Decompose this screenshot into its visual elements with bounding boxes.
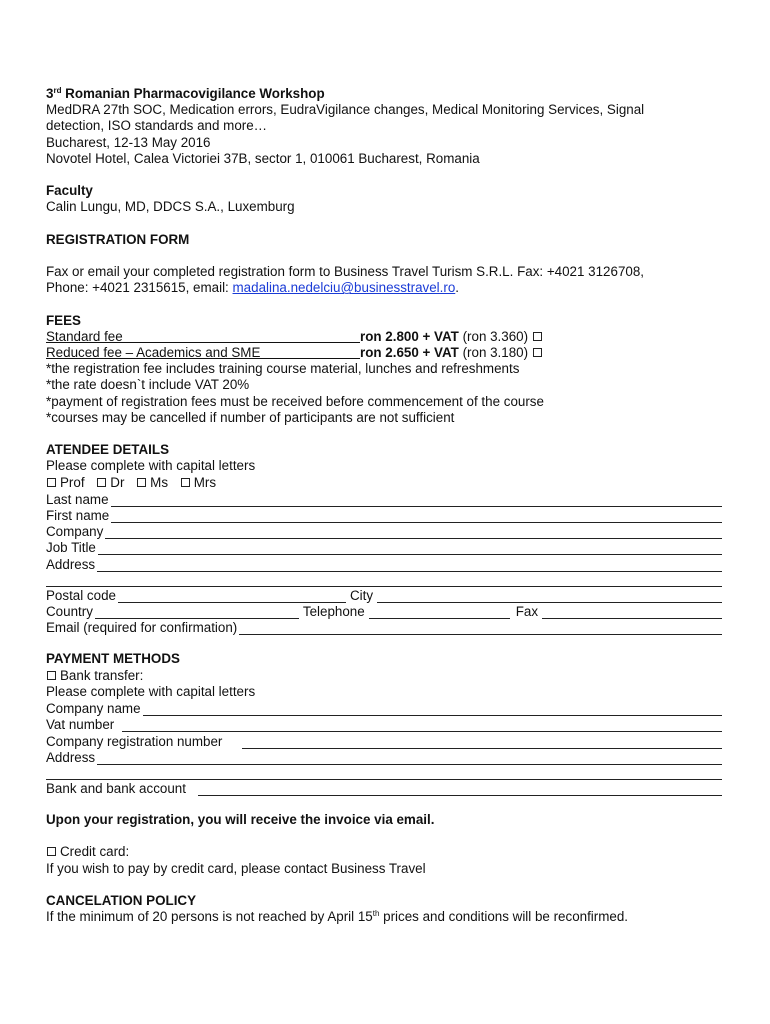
workshop-title: 3rd Romanian Pharmacovigilance Workshop xyxy=(46,86,325,101)
payment-heading: PAYMENT METHODS xyxy=(46,651,180,667)
company-reg-label: Company registration number xyxy=(46,733,223,749)
fee-standard-price: ron 2.800 + VAT xyxy=(360,328,459,344)
city-field[interactable] xyxy=(377,591,722,603)
workshop-subtitle-line1: MedDRA 27th SOC, Medication errors, EudraVigilance changes, Medical Monitoring Services, Signal xyxy=(46,102,645,118)
faculty-heading: Faculty xyxy=(46,183,93,199)
vat-number-field[interactable] xyxy=(122,720,722,732)
cancelation-text: If the minimum of 20 persons is not reached by April 15th prices and conditions will be reconfirmed. xyxy=(46,909,629,925)
registration-instructions-line2: Phone: +4021 2315615, email: madalina.nedelciu@businesstravel.ro. xyxy=(46,280,460,296)
title-prof-label: Prof xyxy=(60,474,85,490)
credit-card-note: If you wish to pay by credit card, please contact Business Travel xyxy=(46,860,426,876)
fee-note: *the registration fee includes training course material, lunches and refreshments xyxy=(46,361,520,377)
bank-account-field[interactable] xyxy=(198,784,722,796)
title-dr-label: Dr xyxy=(110,474,125,490)
postal-code-field[interactable] xyxy=(118,591,346,603)
company-reg-field[interactable] xyxy=(242,737,722,749)
fee-reduced-price: ron 2.650 + VAT xyxy=(360,345,459,360)
payment-instruction: Please complete with capital letters xyxy=(46,683,256,699)
city-label: City xyxy=(349,587,374,603)
job-title-label: Job Title xyxy=(46,540,96,556)
company-name-field[interactable] xyxy=(143,704,722,716)
country-phone-fax-row xyxy=(46,603,722,619)
title-options xyxy=(46,475,722,491)
fee-standard-label: Standard fee xyxy=(46,329,360,343)
workshop-subtitle-line2: detection, ISO standards and more… xyxy=(46,118,268,134)
title-dr-checkbox[interactable] xyxy=(97,478,106,487)
email-label: Email (required for confirmation) xyxy=(46,620,238,636)
telephone-field[interactable] xyxy=(369,607,510,619)
job-title-field[interactable] xyxy=(98,543,722,555)
contact-email-link[interactable]: madalina.nedelciu@businesstravel.ro xyxy=(232,280,456,296)
company-field[interactable] xyxy=(105,527,722,539)
last-name-row xyxy=(46,491,722,507)
company-reg-row xyxy=(46,732,722,748)
registration-document xyxy=(46,86,722,925)
postal-code-label: Postal code xyxy=(46,587,116,603)
fee-note: *courses may be cancelled if number of participants are not sufficient xyxy=(46,409,455,425)
fee-standard xyxy=(46,329,722,345)
address-field-line2[interactable] xyxy=(46,575,722,587)
payment-address-field[interactable] xyxy=(97,753,722,765)
address-field[interactable] xyxy=(97,560,722,572)
credit-card-option xyxy=(46,844,722,860)
bank-transfer-label: Bank transfer: xyxy=(60,667,144,683)
title-mrs-label: Mrs xyxy=(193,474,217,490)
invoice-note: Upon your registration, you will receive the invoice via email. xyxy=(46,812,435,828)
faculty-member: Calin Lungu, MD, DDCS S.A., Luxemburg xyxy=(46,199,295,215)
last-name-field[interactable] xyxy=(111,495,722,507)
email-field[interactable] xyxy=(239,623,722,635)
attendee-instruction: Please complete with capital letters xyxy=(46,458,256,474)
workshop-date: Bucharest, 12-13 May 2016 xyxy=(46,134,211,150)
company-name-label: Company name xyxy=(46,701,141,717)
email-row xyxy=(46,619,722,635)
address-label: Address xyxy=(46,556,96,572)
fee-reduced-checkbox[interactable] xyxy=(533,348,542,357)
bank-account-row xyxy=(46,780,722,796)
country-field[interactable] xyxy=(95,607,299,619)
vat-number-row xyxy=(46,716,722,732)
cancelation-heading: CANCELATION POLICY xyxy=(46,893,197,908)
credit-card-label: Credit card: xyxy=(60,844,130,860)
bank-transfer-checkbox[interactable] xyxy=(47,671,56,680)
title-prof-checkbox[interactable] xyxy=(47,478,56,487)
bank-transfer-option xyxy=(46,668,722,684)
postal-city-row xyxy=(46,587,722,603)
bank-account-label: Bank and bank account xyxy=(46,780,186,796)
fee-reduced-label: Reduced fee – Academics and SME xyxy=(46,345,360,359)
job-title-row xyxy=(46,539,722,555)
fees-heading: FEES xyxy=(46,312,81,328)
title-ms-checkbox[interactable] xyxy=(137,478,146,487)
company-name-row xyxy=(46,700,722,716)
fax-field[interactable] xyxy=(542,607,722,619)
company-label: Company xyxy=(46,524,104,540)
credit-card-checkbox[interactable] xyxy=(47,847,56,856)
fee-reduced-total: (ron 3.180) xyxy=(458,345,529,360)
fee-standard-checkbox[interactable] xyxy=(533,332,542,341)
registration-instructions-line1: Fax or email your completed registration form to Business Travel Turism S.R.L. Fax: +4021 3126708, xyxy=(46,264,645,280)
fax-label: Fax xyxy=(515,604,539,619)
vat-number-label: Vat number xyxy=(46,717,115,733)
fee-note: *the rate doesn`t include VAT 20% xyxy=(46,377,250,393)
fee-note: *payment of registration fees must be received before commencement of the course xyxy=(46,393,544,409)
first-name-label: First name xyxy=(46,508,110,524)
payment-address-row xyxy=(46,749,722,765)
first-name-row xyxy=(46,507,722,523)
payment-address-label: Address xyxy=(46,749,96,765)
attendee-heading: ATENDEE DETAILS xyxy=(46,442,169,458)
title-ms-label: Ms xyxy=(150,474,169,490)
fee-reduced xyxy=(46,345,722,361)
telephone-label: Telephone xyxy=(302,604,365,619)
title-mrs-checkbox[interactable] xyxy=(181,478,190,487)
fee-standard-total: (ron 3.360) xyxy=(458,328,529,344)
first-name-field[interactable] xyxy=(111,511,722,523)
company-row xyxy=(46,523,722,539)
registration-heading: REGISTRATION FORM xyxy=(46,231,190,247)
workshop-venue: Novotel Hotel, Calea Victoriei 37B, sector 1, 010061 Bucharest, Romania xyxy=(46,150,480,166)
payment-address-field-line2[interactable] xyxy=(46,768,722,780)
last-name-label: Last name xyxy=(46,491,109,507)
country-label: Country xyxy=(46,604,93,619)
address-row xyxy=(46,555,722,571)
